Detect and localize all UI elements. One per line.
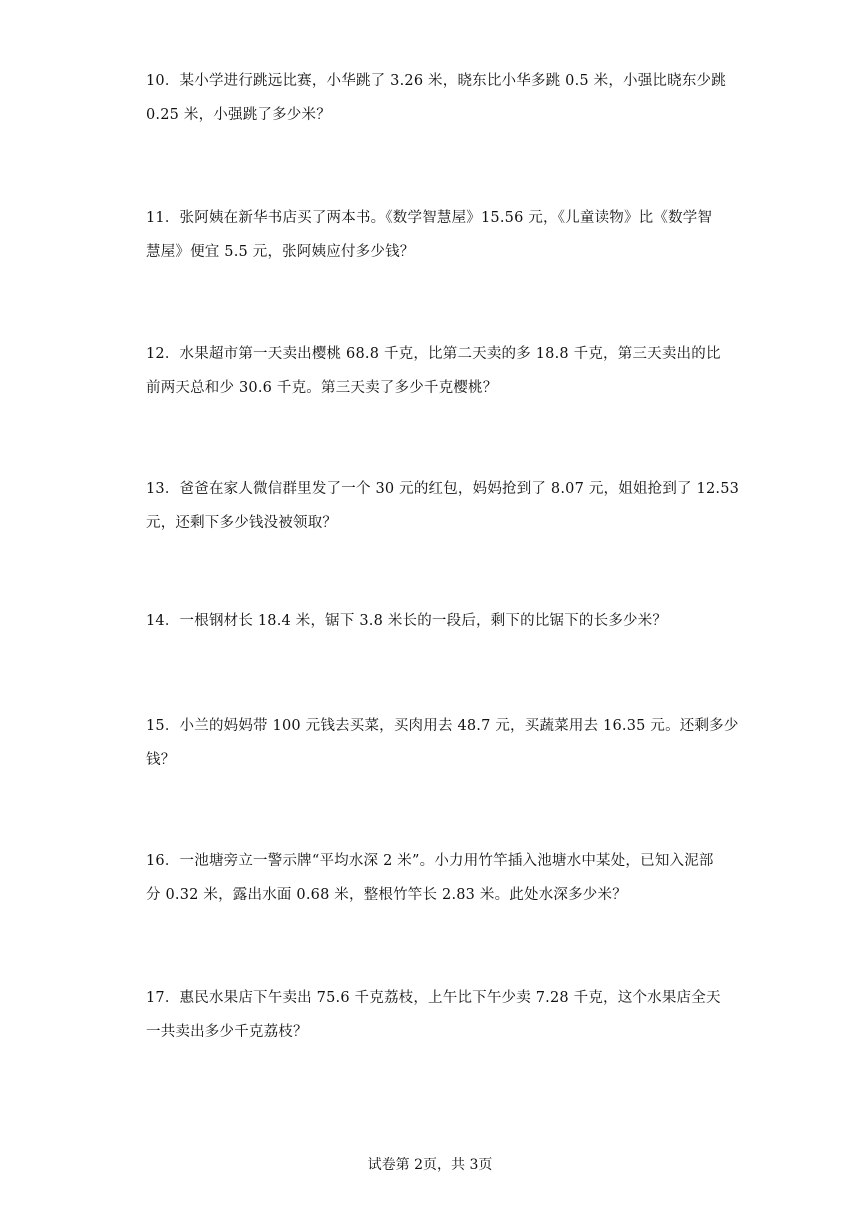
question-17: [146, 981, 721, 1049]
question-15: [146, 709, 739, 777]
question-11-line-2: 慧屋》便宜 5.5 元，张阿姨应付多少钱？: [146, 244, 415, 260]
question-16-line-1: 16．一池塘旁立一警示牌“平均水深 2 米”。小力用竹竿插入池塘水中某处，已知入泥部: [146, 853, 714, 869]
question-12-line-1: 12．水果超市第一天卖出樱桃 68.8 千克，比第二天卖的多 18.8 千克，第三天卖出的比: [146, 346, 721, 362]
question-15-line-1: 15．小兰的妈妈带 100 元钱去买菜，买肉用去 48.7 元，买蔬菜用去 16.35 元。还剩多少: [146, 718, 739, 734]
question-14-line-1: 14．一根钢材长 18.4 米，锯下 3.8 米长的一段后，剩下的比锯下的长多少米？: [146, 613, 668, 629]
question-16: [146, 844, 716, 912]
question-10-line-2: 0.25 米，小强跳了多少米？: [146, 107, 331, 123]
question-11-line-1: 11．张阿姨在新华书店买了两本书。《数学智慧屋》15.56 元，《儿童读物》比《数学智: [146, 210, 713, 226]
question-13: [146, 472, 740, 540]
question-16-line-2: 分 0.32 米，露出水面 0.68 米，整根竹竿长 2.83 米。此处水深多少米？: [146, 887, 627, 903]
question-13-line-2: 元，还剩下多少钱没被领取？: [146, 515, 338, 531]
question-17-line-1: 17．惠民水果店下午卖出 75.6 千克荔枝，上午比下午少卖 7.28 千克，这个水果店全天: [146, 990, 721, 1006]
question-17-line-2: 一共卖出多少千克荔枝？: [146, 1024, 308, 1040]
question-12: [146, 337, 721, 405]
question-11: [146, 201, 716, 269]
question-14: [146, 604, 716, 638]
question-12-line-2: 前两天总和少 30.6 千克。第三天卖了多少千克樱桃？: [146, 380, 498, 396]
page-footer: 试卷第 2页，共 3页: [367, 1157, 493, 1173]
question-13-line-1: 13．爸爸在家人微信群里发了一个 30 元的红包，妈妈抢到了 8.07 元，姐姐抢到了 12.53: [146, 481, 740, 497]
question-10-line-1: 10．某小学进行跳远比赛，小华跳了 3.26 米，晓东比小华多跳 0.5 米，小强比晓东少跳: [146, 73, 726, 89]
question-15-line-2: 钱？: [146, 752, 176, 768]
question-10: [146, 64, 726, 132]
